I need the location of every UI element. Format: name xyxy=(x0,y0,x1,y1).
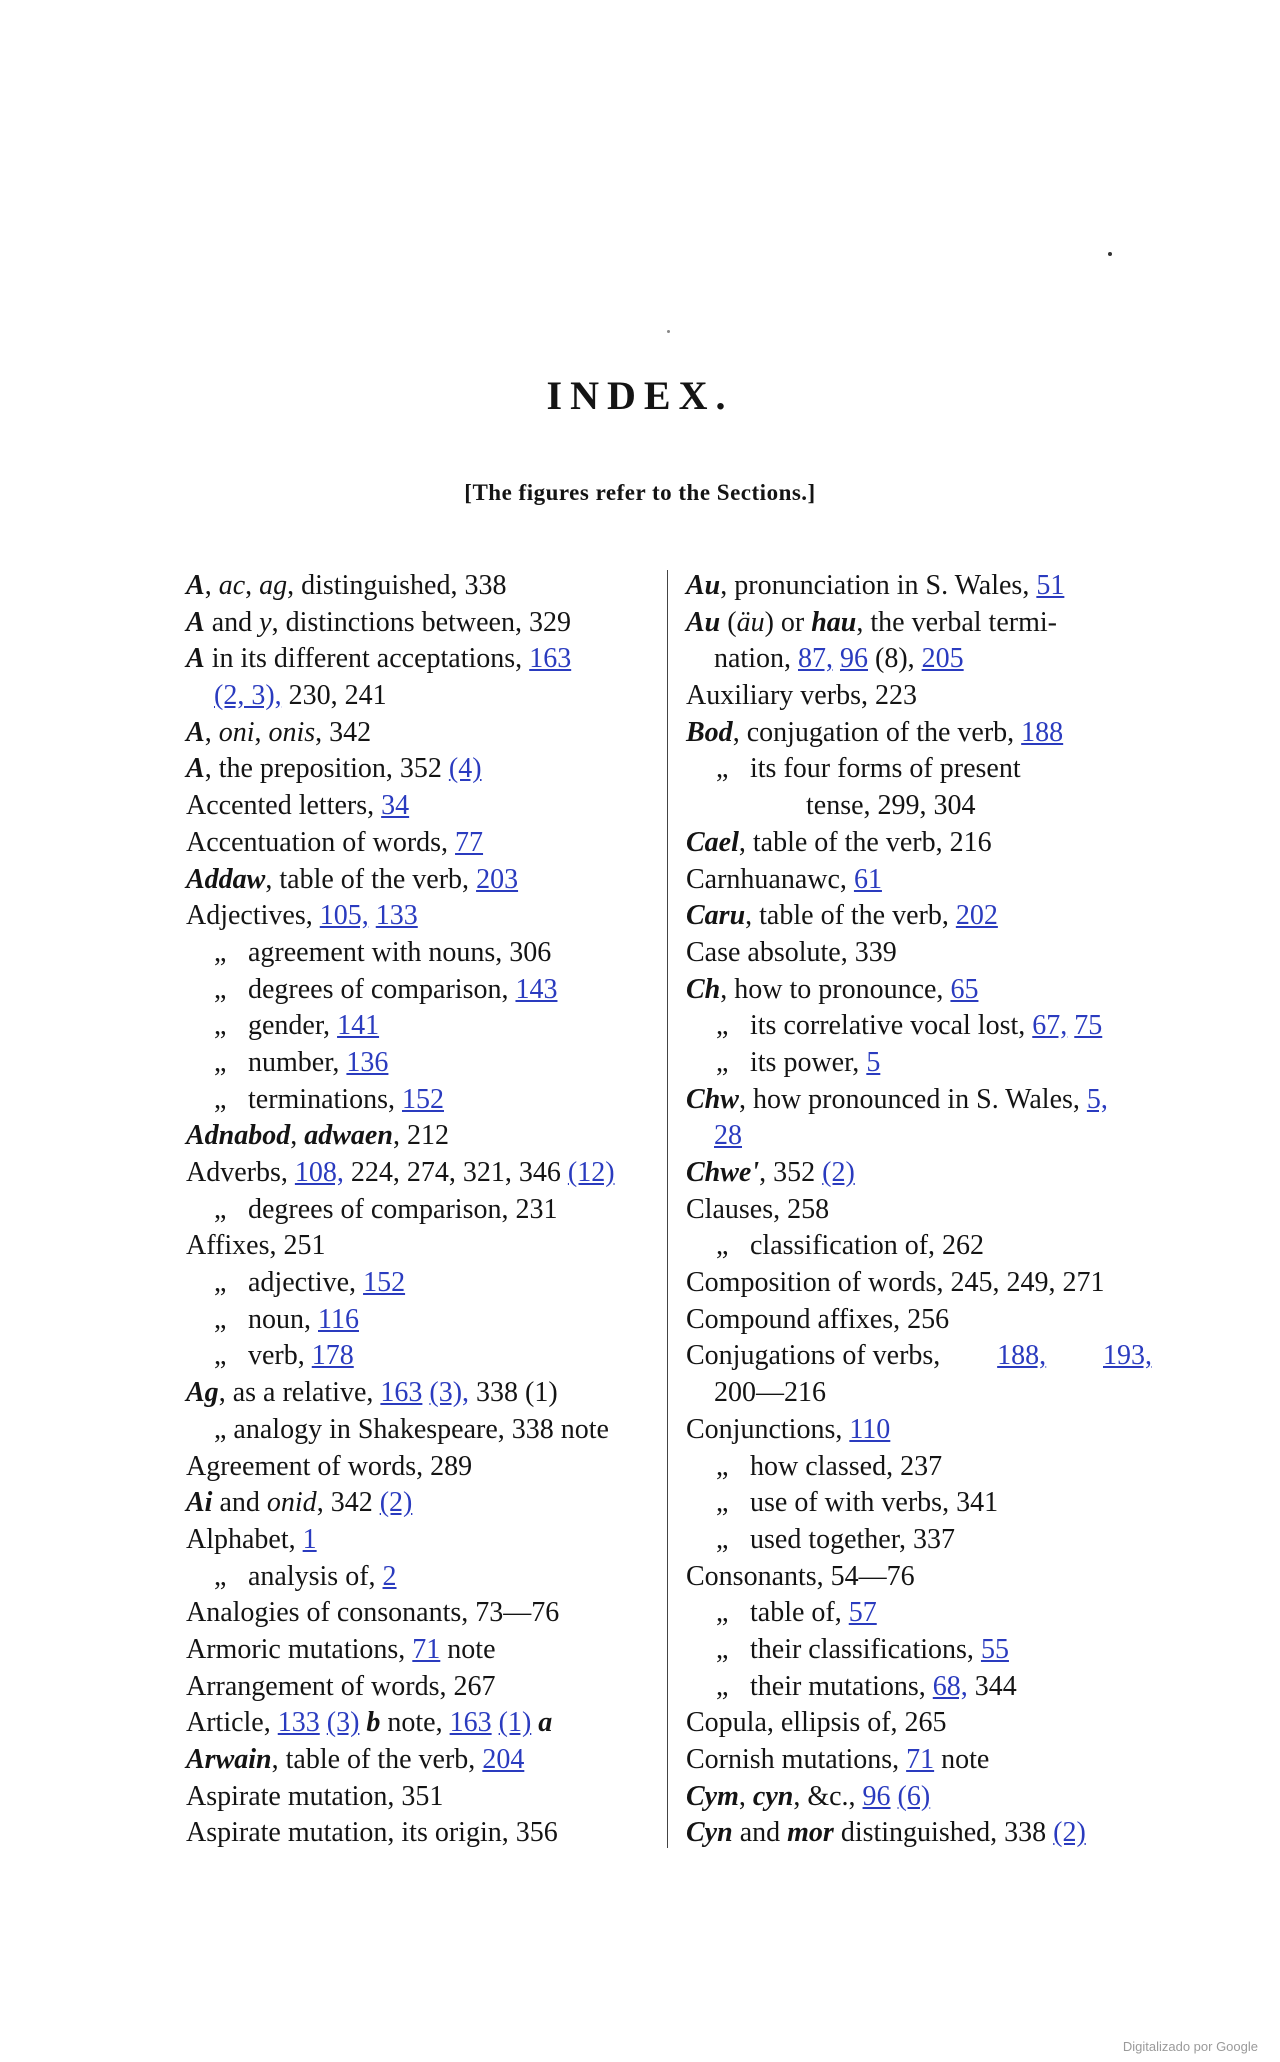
section-link[interactable]: 28 xyxy=(714,1120,742,1152)
index-entry: Cael, table of the verb, 216 xyxy=(686,826,992,858)
index-entry: A, oni, onis, 342 xyxy=(186,716,372,748)
section-link[interactable]: 163 xyxy=(529,643,572,675)
section-link[interactable]: 61 xyxy=(853,863,882,895)
section-link[interactable]: 68, xyxy=(932,1670,968,1702)
section-link[interactable]: (2) xyxy=(822,1157,855,1188)
index-subentry: „ adjective, 152 xyxy=(214,1267,406,1299)
section-link[interactable]: 188 xyxy=(1021,716,1064,748)
index-subentry: „ noun, 116 xyxy=(214,1303,359,1335)
section-link[interactable]: 65 xyxy=(950,973,979,1005)
section-link[interactable]: 203 xyxy=(476,863,519,895)
index-subentry: „ degrees of comparison, 143 xyxy=(214,973,558,1005)
index-entry: Copula, ellipsis of, 265 xyxy=(686,1707,947,1739)
index-entry: Addaw, table of the verb, 203 xyxy=(186,863,519,895)
section-link[interactable]: (2, 3), xyxy=(214,680,282,712)
index-entry: Article, 133 (3) b note, 163 (1) a xyxy=(186,1707,553,1739)
page-subtitle: [The figures refer to the Sections.] xyxy=(464,480,816,505)
index-entry: A, ac, ag, distinguished, 338 xyxy=(186,570,507,601)
scan-speck-2 xyxy=(667,330,670,333)
index-subentry: „ classification of, 262 xyxy=(716,1230,985,1262)
index-entry: Au, pronunciation in S. Wales, 51 xyxy=(686,570,1065,601)
index-subentry: „ verb, 178 xyxy=(214,1340,354,1372)
index-entry: Aspirate mutation, 351 xyxy=(186,1780,444,1812)
section-link[interactable]: (2) xyxy=(379,1487,413,1519)
index-subentry: „ degrees of comparison, 231 xyxy=(214,1193,558,1225)
index-entry: Arrangement of words, 267 xyxy=(186,1670,496,1702)
index-entry: Agreement of words, 289 xyxy=(186,1450,473,1482)
section-link[interactable]: 193, xyxy=(1103,1340,1152,1372)
section-link[interactable]: 67, xyxy=(1032,1010,1068,1042)
index-entry: Cym, cyn, &c., 96 (6) xyxy=(686,1780,931,1812)
section-link[interactable]: 71 xyxy=(906,1744,935,1775)
section-link[interactable]: 55 xyxy=(980,1633,1009,1665)
scan-speck-1 xyxy=(1108,252,1112,256)
section-link[interactable]: 188, xyxy=(997,1340,1047,1372)
index-entry: A, the preposition, 352 (4) xyxy=(186,753,482,785)
section-link[interactable]: 5, xyxy=(1086,1083,1108,1115)
index-entry: Adjectives, 105, 133 xyxy=(186,900,418,932)
section-link[interactable]: 202 xyxy=(955,900,998,932)
index-entry-continuation: tense, 299, 304 xyxy=(806,790,976,822)
section-link[interactable]: 51 xyxy=(1036,570,1065,601)
section-link[interactable]: 34 xyxy=(381,790,410,822)
index-entry-continuation: 200—216 xyxy=(714,1377,826,1409)
index-entry: Chwe', 352 (2) xyxy=(686,1157,855,1188)
index-entry: Case absolute, 339 xyxy=(686,936,897,968)
section-link[interactable]: 141 xyxy=(337,1010,380,1042)
index-entry: Conjunctions, 110 xyxy=(686,1413,891,1445)
index-entry-continuation: nation, 87, 96 (8), 205 xyxy=(714,643,964,675)
section-link[interactable]: 143 xyxy=(515,973,558,1005)
index-subentry: „ analysis of, 2 xyxy=(214,1560,397,1592)
section-link[interactable]: 204 xyxy=(482,1744,525,1775)
index-entry: Caru, table of the verb, 202 xyxy=(686,900,998,932)
index-entry: A in its different acceptations, 163 xyxy=(186,643,572,675)
section-link[interactable]: 116 xyxy=(318,1303,359,1335)
index-subentry: „ its correlative vocal lost, 67, 75 xyxy=(716,1010,1103,1042)
index-entry: Ch, how to pronounce, 65 xyxy=(686,973,979,1005)
index-entry: Clauses, 258 xyxy=(686,1193,830,1225)
section-link[interactable]: 108, xyxy=(294,1157,344,1188)
index-subentry: „ gender, 141 xyxy=(214,1010,380,1042)
index-entry: Armoric mutations, 71 note xyxy=(186,1633,496,1665)
column-divider xyxy=(667,570,668,1848)
index-entry: Arwain, table of the verb, 204 xyxy=(186,1744,525,1775)
section-link[interactable]: 57 xyxy=(848,1597,877,1629)
index-subentry: „ use of with verbs, 341 xyxy=(716,1487,999,1519)
index-subentry: „ number, 136 xyxy=(214,1046,389,1078)
section-link[interactable]: (12) xyxy=(567,1157,615,1188)
index-entry: Cyn and mor distinguished, 338 (2) xyxy=(686,1817,1086,1849)
section-link[interactable]: 152 xyxy=(401,1083,444,1115)
section-link[interactable]: 1 xyxy=(302,1523,317,1555)
index-entry: Ag, as a relative, 163 (3), 338 (1) xyxy=(186,1377,558,1409)
index-subentry: „ used together, 337 xyxy=(716,1523,955,1555)
section-link[interactable]: 205 xyxy=(921,643,964,675)
section-link[interactable]: 87, xyxy=(798,643,833,675)
section-link[interactable]: 105, xyxy=(319,900,369,932)
index-entry: Accentuation of words, 77 xyxy=(186,826,484,858)
section-link[interactable]: (1) xyxy=(498,1707,532,1739)
section-link[interactable]: 178 xyxy=(311,1340,354,1372)
index-column-left xyxy=(186,568,646,1852)
index-entry: Consonants, 54—76 xyxy=(686,1560,915,1592)
index-entry: Composition of words, 245, 249, 271 xyxy=(686,1267,1105,1299)
index-entry: Alphabet, 1 xyxy=(186,1523,317,1555)
index-entry: Analogies of consonants, 73—76 xyxy=(186,1597,560,1629)
section-link[interactable]: 71 xyxy=(412,1633,441,1665)
index-subentry: „ agreement with nouns, 306 xyxy=(214,936,552,968)
index-entry-continuation: (2, 3), 230, 241 xyxy=(214,680,387,712)
scan-attribution: Digitalizado por Google xyxy=(1122,2039,1258,2054)
index-subentry: „ table of, 57 xyxy=(716,1597,877,1629)
index-entry: Au (äu) or hau, the verbal termi- xyxy=(686,606,1057,638)
index-entry: Auxiliary verbs, 223 xyxy=(686,680,917,712)
section-link[interactable]: 75 xyxy=(1074,1010,1103,1042)
index-subentry: „ analogy in Shakespeare, 338 note xyxy=(214,1413,609,1445)
index-entry: Adverbs, 108, 224, 274, 321, 346 (12) xyxy=(186,1157,615,1188)
index-entry: Conjugations of verbs, 188, 193, xyxy=(686,1338,1152,1375)
section-link[interactable]: 5 xyxy=(866,1046,881,1078)
index-subentry: „ their classifications, 55 xyxy=(716,1633,1009,1665)
index-entry: Affixes, 251 xyxy=(186,1230,326,1262)
section-link[interactable]: 136 xyxy=(346,1046,389,1078)
index-entry: Adnabod, adwaen, 212 xyxy=(186,1120,449,1152)
index-entry: Bod, conjugation of the verb, 188 xyxy=(686,716,1064,748)
index-column-right xyxy=(686,568,1152,1852)
section-link[interactable]: (3) xyxy=(326,1707,360,1739)
index-subentry: „ their mutations, 68, 344 xyxy=(716,1670,1017,1702)
index-entry: Cornish mutations, 71 note xyxy=(686,1744,990,1775)
index-entry: A and y, distinctions between, 329 xyxy=(186,606,571,638)
section-link[interactable]: 163 xyxy=(380,1377,423,1409)
section-link[interactable]: 96 xyxy=(862,1780,891,1812)
section-link[interactable]: 163 xyxy=(449,1707,492,1739)
section-link[interactable]: 152 xyxy=(363,1267,406,1299)
index-entry: Compound affixes, 256 xyxy=(686,1303,950,1335)
index-entry: Ai and onid, 342 (2) xyxy=(186,1487,413,1519)
section-link[interactable]: 110 xyxy=(849,1413,891,1445)
section-link[interactable]: 133 xyxy=(375,900,418,932)
section-link[interactable]: 96 xyxy=(840,643,868,675)
index-entry: Carnhuanawc, 61 xyxy=(686,863,882,895)
section-link[interactable]: (2) xyxy=(1053,1817,1086,1849)
index-subentry: „ its power, 5 xyxy=(716,1046,881,1078)
section-link[interactable]: 133 xyxy=(277,1707,320,1739)
index-entry: Accented letters, 34 xyxy=(186,790,410,822)
index-subentry: „ terminations, 152 xyxy=(214,1083,444,1115)
index-entry: Chw, how pronounced in S. Wales, 5, xyxy=(686,1083,1108,1115)
section-link[interactable]: 77 xyxy=(455,826,484,858)
index-subentry: „ how classed, 237 xyxy=(716,1450,943,1482)
section-link[interactable]: (6) xyxy=(897,1780,931,1812)
index-entry: Aspirate mutation, its origin, 356 xyxy=(186,1817,558,1849)
page-title: INDEX. xyxy=(546,373,734,418)
section-link[interactable]: (3), xyxy=(429,1377,470,1409)
index-subentry: „ its four forms of present xyxy=(716,753,1021,785)
section-link[interactable]: 2 xyxy=(382,1560,397,1592)
section-link[interactable]: (4) xyxy=(448,753,482,785)
index-entry-continuation xyxy=(686,1118,1152,1155)
